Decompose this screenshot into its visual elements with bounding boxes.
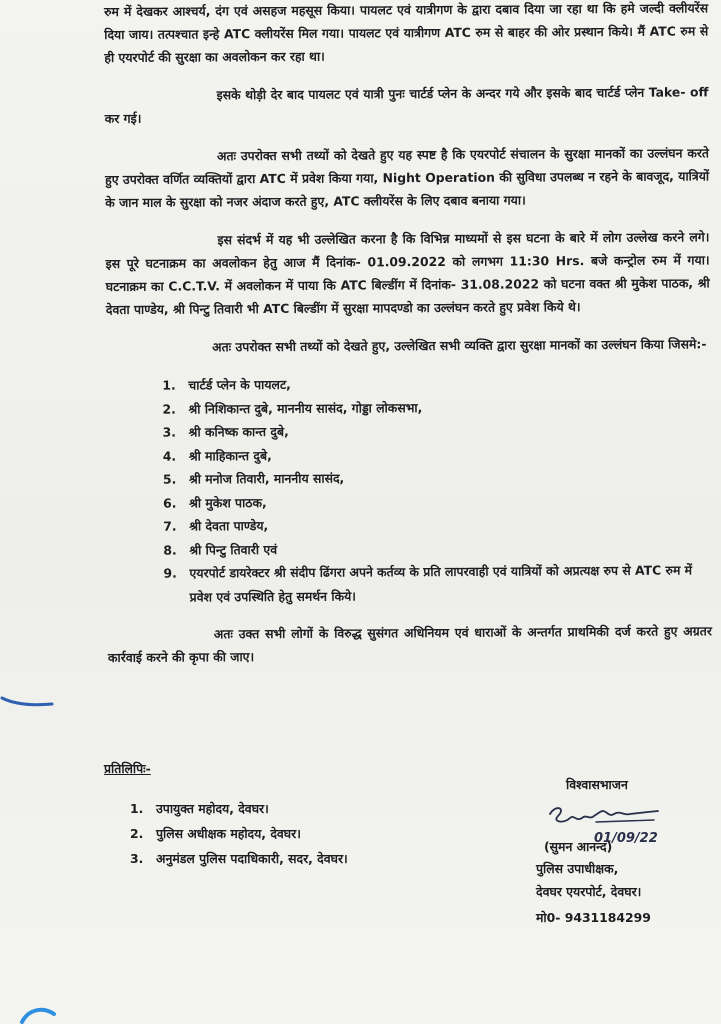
copy-to-list bbox=[130, 796, 348, 871]
list-item: 1. उपायुक्त महोदय, देवघर। bbox=[130, 801, 269, 816]
salutation: विश्वासभाजन bbox=[566, 777, 628, 792]
list-item: 5. श्री मनोज तिवारी, माननीय सासंद, bbox=[162, 470, 345, 487]
list-item: 2. पुलिस अधीक्षक महोदय, देवघर। bbox=[130, 826, 301, 841]
signatory-office: देवघर एयरपोर्ट, देवघर। bbox=[536, 884, 642, 899]
svg-text:01/09/22: 01/09/22 bbox=[594, 831, 658, 846]
list-item: 7. श्री देवता पाण्डेय, bbox=[163, 518, 269, 534]
paragraph-4: इस संदर्भ में यह भी उल्लेखित करना है कि विभिन्न माध्यमों से इस घटना के बारे में लोग उल्लेख करने लगे। इस पूरे घटनाक्रम का अवलोकन हेतु आज मैं दिनांक- 01.09.2022 को लगभग 11:30 Hrs. बजे कन्ट्रोल रुम में गया। घटनाक्रम का C.C.T.V. में अवलोकन में पाया कि ATC बिल्डींग में दिनांक- 31.08.2022 को घटना वक्त श्री मुकेश पाठक, श्री देवता पाण्डेय, श्री पिन्टु तिवारी भी ATC बिल्डींग में सुरक्षा मापदण्डो का उल्लंघन करते हुए प्रवेश किये थे। bbox=[105, 229, 710, 317]
accused-list bbox=[162, 370, 711, 608]
paragraph-3: अतः उपरोक्त सभी तथ्यों को देखते हुए यह स्पष्ट है कि एयरपोर्ट संचालन के सुरक्षा मानकों का उल्लंघन करते हुए उपरोक्त वर्णित व्यक्तियों द्वारा ATC में प्रवेश किया गया, Night Operation की सुविधा उपलब्ध न रहने के बावजूद, यात्रियों के जान माल के सुरक्षा को नजर अंदाज करते हुए, ATC क्लीयरेंस के लिए दबाव बनाया गया। bbox=[105, 145, 710, 210]
paragraph-5: अतः उपरोक्त सभी तथ्यों को देखते हुए, उल्लेखित सभी व्यक्ति द्वारा सुरक्षा मानकों का उल्लंघन किया जिसमे:- bbox=[212, 336, 707, 355]
list-item: 4. श्री माहिकान्त दुबे, bbox=[162, 447, 272, 464]
signatory-designation: पुलिस उपाधीक्षक, bbox=[536, 861, 619, 876]
list-item: 1. चार्टर्ड प्लेन के पायलट, bbox=[162, 376, 291, 393]
copy-to-heading: प्रतिलिपिः- bbox=[104, 761, 151, 776]
list-item: 2. श्री निशिकान्त दुबे, माननीय सासंद, गोड्डा लोकसभा, bbox=[162, 399, 423, 417]
pen-stroke-mark bbox=[0, 690, 60, 714]
letter-body bbox=[104, 0, 712, 684]
closing-paragraph: अतः उक्त सभी लोगों के विरुद्ध सुसंगत अधिनियम एवं धाराओं के अन्तर्गत प्राथमिकी दर्ज करते हुए अग्रतर कार्रवाई करने की कृपा की जाए। bbox=[107, 623, 712, 665]
list-item: 6. श्री मुकेश पाठक, bbox=[163, 494, 267, 511]
list-item: 3. अनुमंडल पुलिस पदाधिकारी, सदर, देवघर। bbox=[130, 851, 348, 866]
signatory-name: (सुमन आनन्द) bbox=[544, 839, 613, 854]
list-item: 8. श्री पिन्टु तिवारी एवं bbox=[163, 541, 278, 558]
list-item: 3. श्री कनिष्क कान्त दुबे, bbox=[162, 423, 289, 440]
corner-blue-mark bbox=[18, 1000, 58, 1024]
list-item: 9. एयरपोर्ट डायरेक्टर श्री संदीप ढिंगरा अपने कर्तव्य के प्रति लापरवाही एवं यात्रियों को अप्रत्यक्ष रुप से ATC रुम में प्रवेश एवं उपस्थिति हेतु समर्थन किये। bbox=[163, 562, 693, 604]
paragraph-1: रुम में देखकर आश्चर्य, दंग एवं असहज महसूस किया। पायलट एवं यात्रीगण के द्वारा दबाव दिया जा रहा था कि हमे जल्दी क्लीयरेंस दिया जाय। तत्पश्चात इन्हे ATC क्लीयरेंस मिल गया। पायलट एवं यात्रीगण ATC रुम से बाहर की ओर प्रस्थान किये। मैं ATC रुम से ही एयरपोर्ट की सुरक्षा का अवलोकन कर रहा था। bbox=[104, 0, 709, 65]
paragraph-2: इसके थोड़ी देर बाद पायलट एवं यात्री पुनः चार्टर्ड प्लेन के अन्दर गये और इसके बाद चार्टर्ड प्लेन Take- off कर गई। bbox=[104, 84, 709, 126]
signatory-mobile: मो0- 9431184299 bbox=[536, 910, 651, 925]
